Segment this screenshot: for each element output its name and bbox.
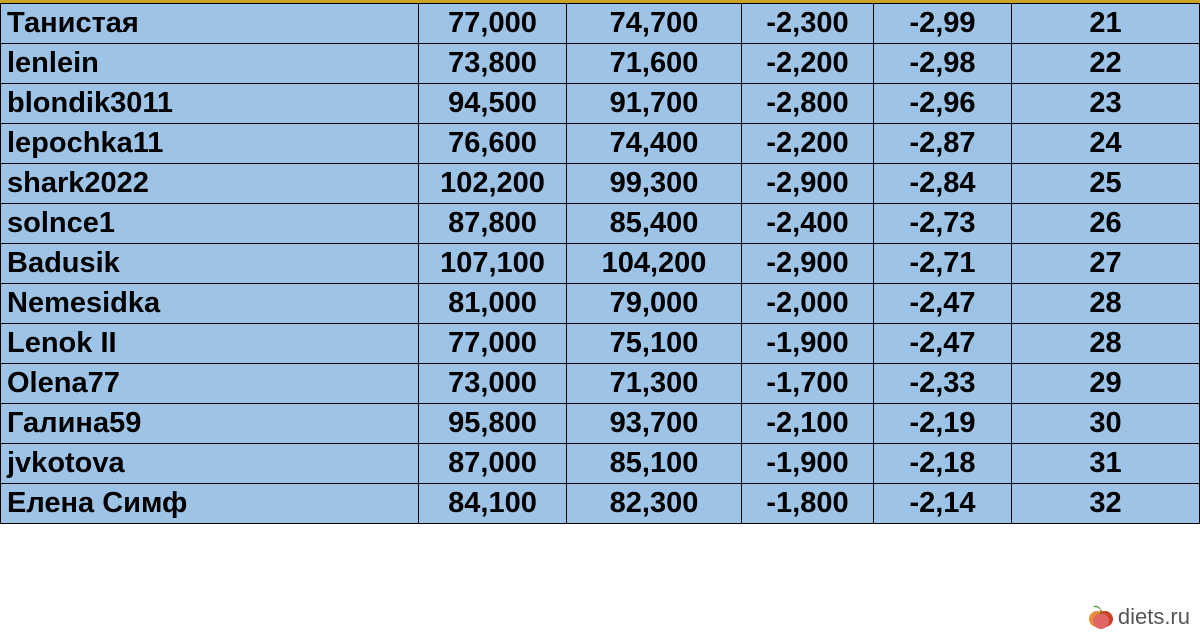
percent-change-cell: -2,84 bbox=[874, 164, 1012, 204]
table-row bbox=[1, 404, 1200, 444]
weight-difference-cell: -2,800 bbox=[742, 84, 874, 124]
start-weight-cell: 87,800 bbox=[419, 204, 567, 244]
participant-name-cell: solnce1 bbox=[1, 204, 419, 244]
participant-name-cell: jvkotova bbox=[1, 444, 419, 484]
current-weight-cell: 74,700 bbox=[567, 4, 742, 44]
rank-cell: 28 bbox=[1012, 324, 1200, 364]
table-row bbox=[1, 484, 1200, 524]
weight-difference-cell: -2,100 bbox=[742, 404, 874, 444]
percent-change-cell: -2,71 bbox=[874, 244, 1012, 284]
current-weight-cell: 85,400 bbox=[567, 204, 742, 244]
weight-difference-cell: -1,900 bbox=[742, 324, 874, 364]
table-row bbox=[1, 244, 1200, 284]
diets-ru-watermark bbox=[1088, 603, 1190, 631]
start-weight-cell: 94,500 bbox=[419, 84, 567, 124]
participant-name-cell: Nemesidka bbox=[1, 284, 419, 324]
percent-change-cell: -2,14 bbox=[874, 484, 1012, 524]
rank-cell: 32 bbox=[1012, 484, 1200, 524]
rank-cell: 28 bbox=[1012, 284, 1200, 324]
weight-difference-cell: -2,400 bbox=[742, 204, 874, 244]
watermark-text: diets.ru bbox=[1117, 604, 1190, 629]
rank-cell: 26 bbox=[1012, 204, 1200, 244]
table-row bbox=[1, 164, 1200, 204]
participant-name-cell: blondik3011 bbox=[1, 84, 419, 124]
start-weight-cell: 95,800 bbox=[419, 404, 567, 444]
current-weight-cell: 85,100 bbox=[567, 444, 742, 484]
weight-difference-cell: -2,000 bbox=[742, 284, 874, 324]
current-weight-cell: 99,300 bbox=[567, 164, 742, 204]
start-weight-cell: 102,200 bbox=[419, 164, 567, 204]
weight-difference-cell: -2,200 bbox=[742, 44, 874, 84]
rank-cell: 31 bbox=[1012, 444, 1200, 484]
percent-change-cell: -2,19 bbox=[874, 404, 1012, 444]
percent-change-cell: -2,18 bbox=[874, 444, 1012, 484]
table-row bbox=[1, 124, 1200, 164]
table-row bbox=[1, 84, 1200, 124]
percent-change-cell: -2,73 bbox=[874, 204, 1012, 244]
table-row bbox=[1, 44, 1200, 84]
start-weight-cell: 84,100 bbox=[419, 484, 567, 524]
percent-change-cell: -2,98 bbox=[874, 44, 1012, 84]
table-row bbox=[1, 284, 1200, 324]
rank-cell: 25 bbox=[1012, 164, 1200, 204]
rank-cell: 27 bbox=[1012, 244, 1200, 284]
table-row bbox=[1, 444, 1200, 484]
percent-change-cell: -2,99 bbox=[874, 4, 1012, 44]
start-weight-cell: 77,000 bbox=[419, 4, 567, 44]
rank-cell: 30 bbox=[1012, 404, 1200, 444]
start-weight-cell: 73,000 bbox=[419, 364, 567, 404]
participant-name-cell: Танистая bbox=[1, 4, 419, 44]
rank-cell: 23 bbox=[1012, 84, 1200, 124]
participant-name-cell: shark2022 bbox=[1, 164, 419, 204]
table-row bbox=[1, 204, 1200, 244]
participant-name-cell: Olena77 bbox=[1, 364, 419, 404]
results-table-body bbox=[1, 4, 1200, 524]
rank-cell: 21 bbox=[1012, 4, 1200, 44]
table-row bbox=[1, 4, 1200, 44]
current-weight-cell: 104,200 bbox=[567, 244, 742, 284]
current-weight-cell: 75,100 bbox=[567, 324, 742, 364]
current-weight-cell: 71,300 bbox=[567, 364, 742, 404]
current-weight-cell: 93,700 bbox=[567, 404, 742, 444]
participant-name-cell: Галина59 bbox=[1, 404, 419, 444]
rank-cell: 22 bbox=[1012, 44, 1200, 84]
start-weight-cell: 81,000 bbox=[419, 284, 567, 324]
percent-change-cell: -2,87 bbox=[874, 124, 1012, 164]
current-weight-cell: 79,000 bbox=[567, 284, 742, 324]
start-weight-cell: 76,600 bbox=[419, 124, 567, 164]
participant-name-cell: Елена Симф bbox=[1, 484, 419, 524]
weight-difference-cell: -2,300 bbox=[742, 4, 874, 44]
current-weight-cell: 82,300 bbox=[567, 484, 742, 524]
weight-difference-cell: -2,900 bbox=[742, 164, 874, 204]
weight-difference-cell: -1,700 bbox=[742, 364, 874, 404]
results-table bbox=[0, 3, 1200, 524]
start-weight-cell: 87,000 bbox=[419, 444, 567, 484]
table-row bbox=[1, 364, 1200, 404]
start-weight-cell: 77,000 bbox=[419, 324, 567, 364]
percent-change-cell: -2,47 bbox=[874, 324, 1012, 364]
current-weight-cell: 71,600 bbox=[567, 44, 742, 84]
weight-difference-cell: -1,800 bbox=[742, 484, 874, 524]
participant-name-cell: lepochka11 bbox=[1, 124, 419, 164]
participant-name-cell: Badusik bbox=[1, 244, 419, 284]
current-weight-cell: 74,400 bbox=[567, 124, 742, 164]
percent-change-cell: -2,96 bbox=[874, 84, 1012, 124]
participant-name-cell: Lenok II bbox=[1, 324, 419, 364]
percent-change-cell: -2,47 bbox=[874, 284, 1012, 324]
participant-name-cell: lenlein bbox=[1, 44, 419, 84]
percent-change-cell: -2,33 bbox=[874, 364, 1012, 404]
start-weight-cell: 73,800 bbox=[419, 44, 567, 84]
weight-difference-cell: -2,200 bbox=[742, 124, 874, 164]
current-weight-cell: 91,700 bbox=[567, 84, 742, 124]
rank-cell: 24 bbox=[1012, 124, 1200, 164]
table-row bbox=[1, 324, 1200, 364]
rank-cell: 29 bbox=[1012, 364, 1200, 404]
apple-icon bbox=[1088, 603, 1114, 631]
start-weight-cell: 107,100 bbox=[419, 244, 567, 284]
weight-difference-cell: -2,900 bbox=[742, 244, 874, 284]
weight-difference-cell: -1,900 bbox=[742, 444, 874, 484]
